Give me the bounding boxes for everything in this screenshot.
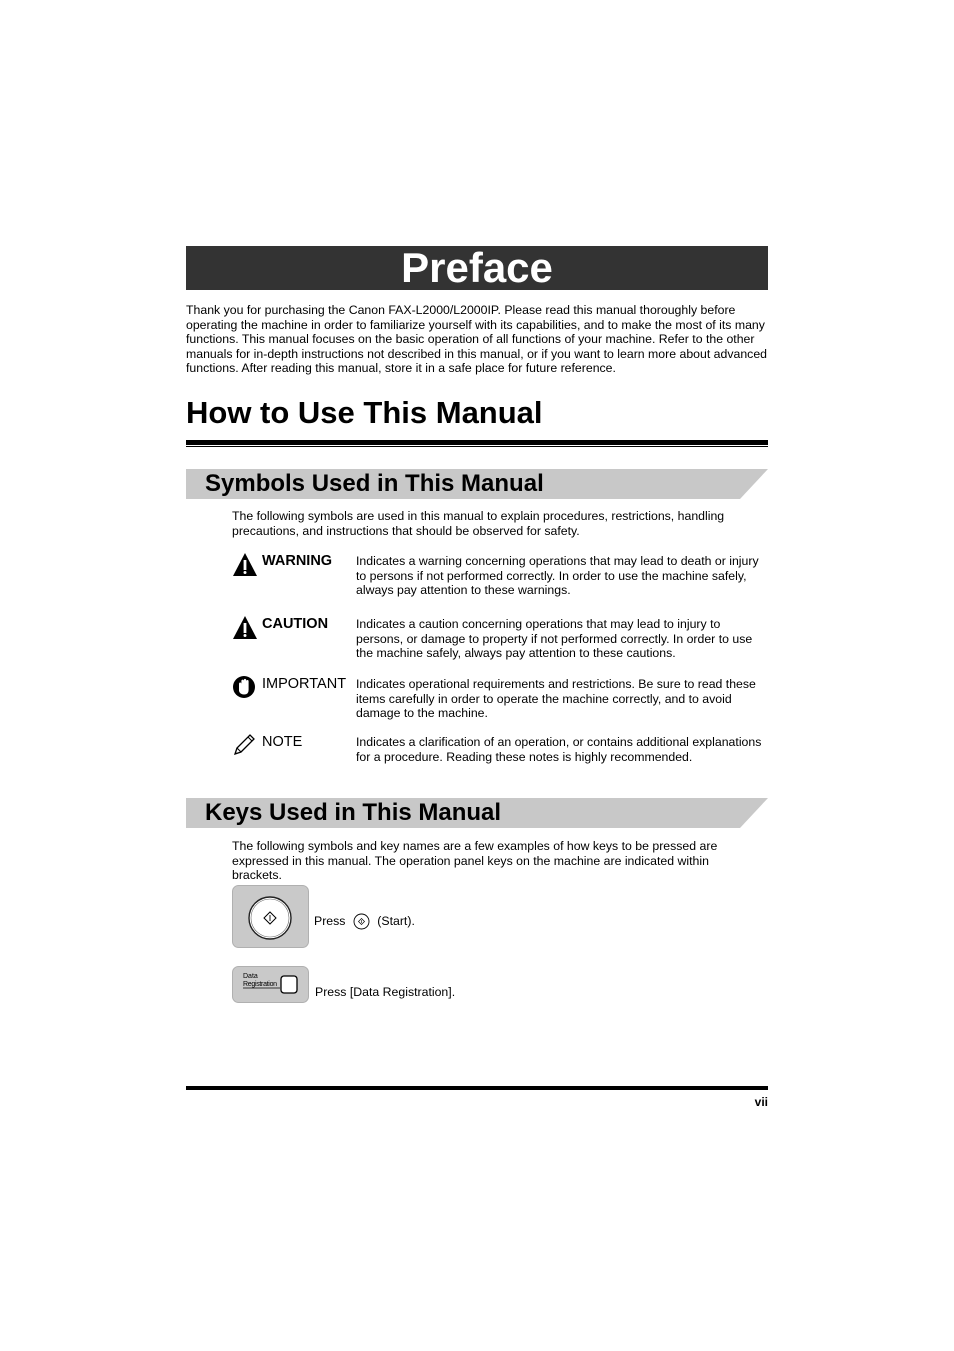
chapter-rule-thin [186, 446, 768, 447]
data-key-label-line2: Registration [243, 981, 277, 988]
page-number: vii [754, 1095, 768, 1109]
start-key-caption [314, 913, 415, 930]
preface-title: Preface [401, 244, 553, 291]
warning-description: Indicates a warning concerning operations that may lead to death or injury to persons if not performed correctly. In order to use the machine safely, always pay attention to these warnings. [356, 554, 759, 597]
warning-triangle-icon [232, 552, 258, 578]
keys-intro: The following symbols and key names are a few examples of how keys to be pressed are expressed in this manual. The operation panel keys on the machine are indicated within brackets. [232, 839, 718, 882]
footer-rule [186, 1086, 768, 1090]
start-icon [353, 913, 370, 930]
keys-section-title: Keys Used in This Manual [205, 799, 502, 826]
caution-label: CAUTION [262, 616, 329, 632]
preface-banner [186, 246, 768, 290]
data-registration-caption: Press [Data Registration]. [315, 985, 456, 999]
data-registration-key-illustration [232, 966, 309, 1003]
note-description: Indicates a clarification of an operation, or contains additional explanations for a procedure. Reading these notes is highly recommended. [356, 735, 762, 764]
start-key-illustration [232, 885, 309, 948]
caution-triangle-icon [232, 615, 258, 641]
note-label: NOTE [262, 734, 303, 750]
symbols-section-header [186, 469, 768, 499]
hand-stop-icon [232, 675, 258, 701]
pencil-note-icon [232, 733, 258, 759]
chapter-rule [186, 440, 768, 445]
data-key-label-line1: Data [243, 973, 258, 980]
warning-label: WARNING [262, 553, 333, 569]
chapter-title: How to Use This Manual [186, 395, 543, 430]
important-label: IMPORTANT [262, 676, 347, 692]
symbols-intro: The following symbols are used in this manual to explain procedures, restrictions, handling precautions, and instructions that should be observed for safety. [232, 509, 725, 538]
symbols-section-title: Symbols Used in This Manual [205, 470, 544, 497]
caution-description: Indicates a caution concerning operations that may lead to injury to persons, or damage to property if not performed correctly. In order to use the machine safely, always pay attention to these cautions. [356, 617, 753, 660]
important-description: Indicates operational requirements and restrictions. Be sure to read these items carefully in order to operate the machine correctly, and to avoid damage to the machine. [356, 677, 756, 720]
keys-section-header [186, 798, 768, 828]
preface-intro: Thank you for purchasing the Canon FAX-L2000/L2000IP. Please read this manual thoroughly before operating the machine in order to familiarize yourself with its capabilities, and to make the most of its many functions. This manual focuses on the basic operation of all functions of your machine. Refer to the other manuals for in-depth instructions not described in this manual, or if you want to learn more about advanced functions. After reading this manual, store it in a safe place for future reference. [186, 303, 768, 375]
press-word: Press [314, 913, 346, 928]
start-key-name: (Start). [377, 913, 415, 928]
